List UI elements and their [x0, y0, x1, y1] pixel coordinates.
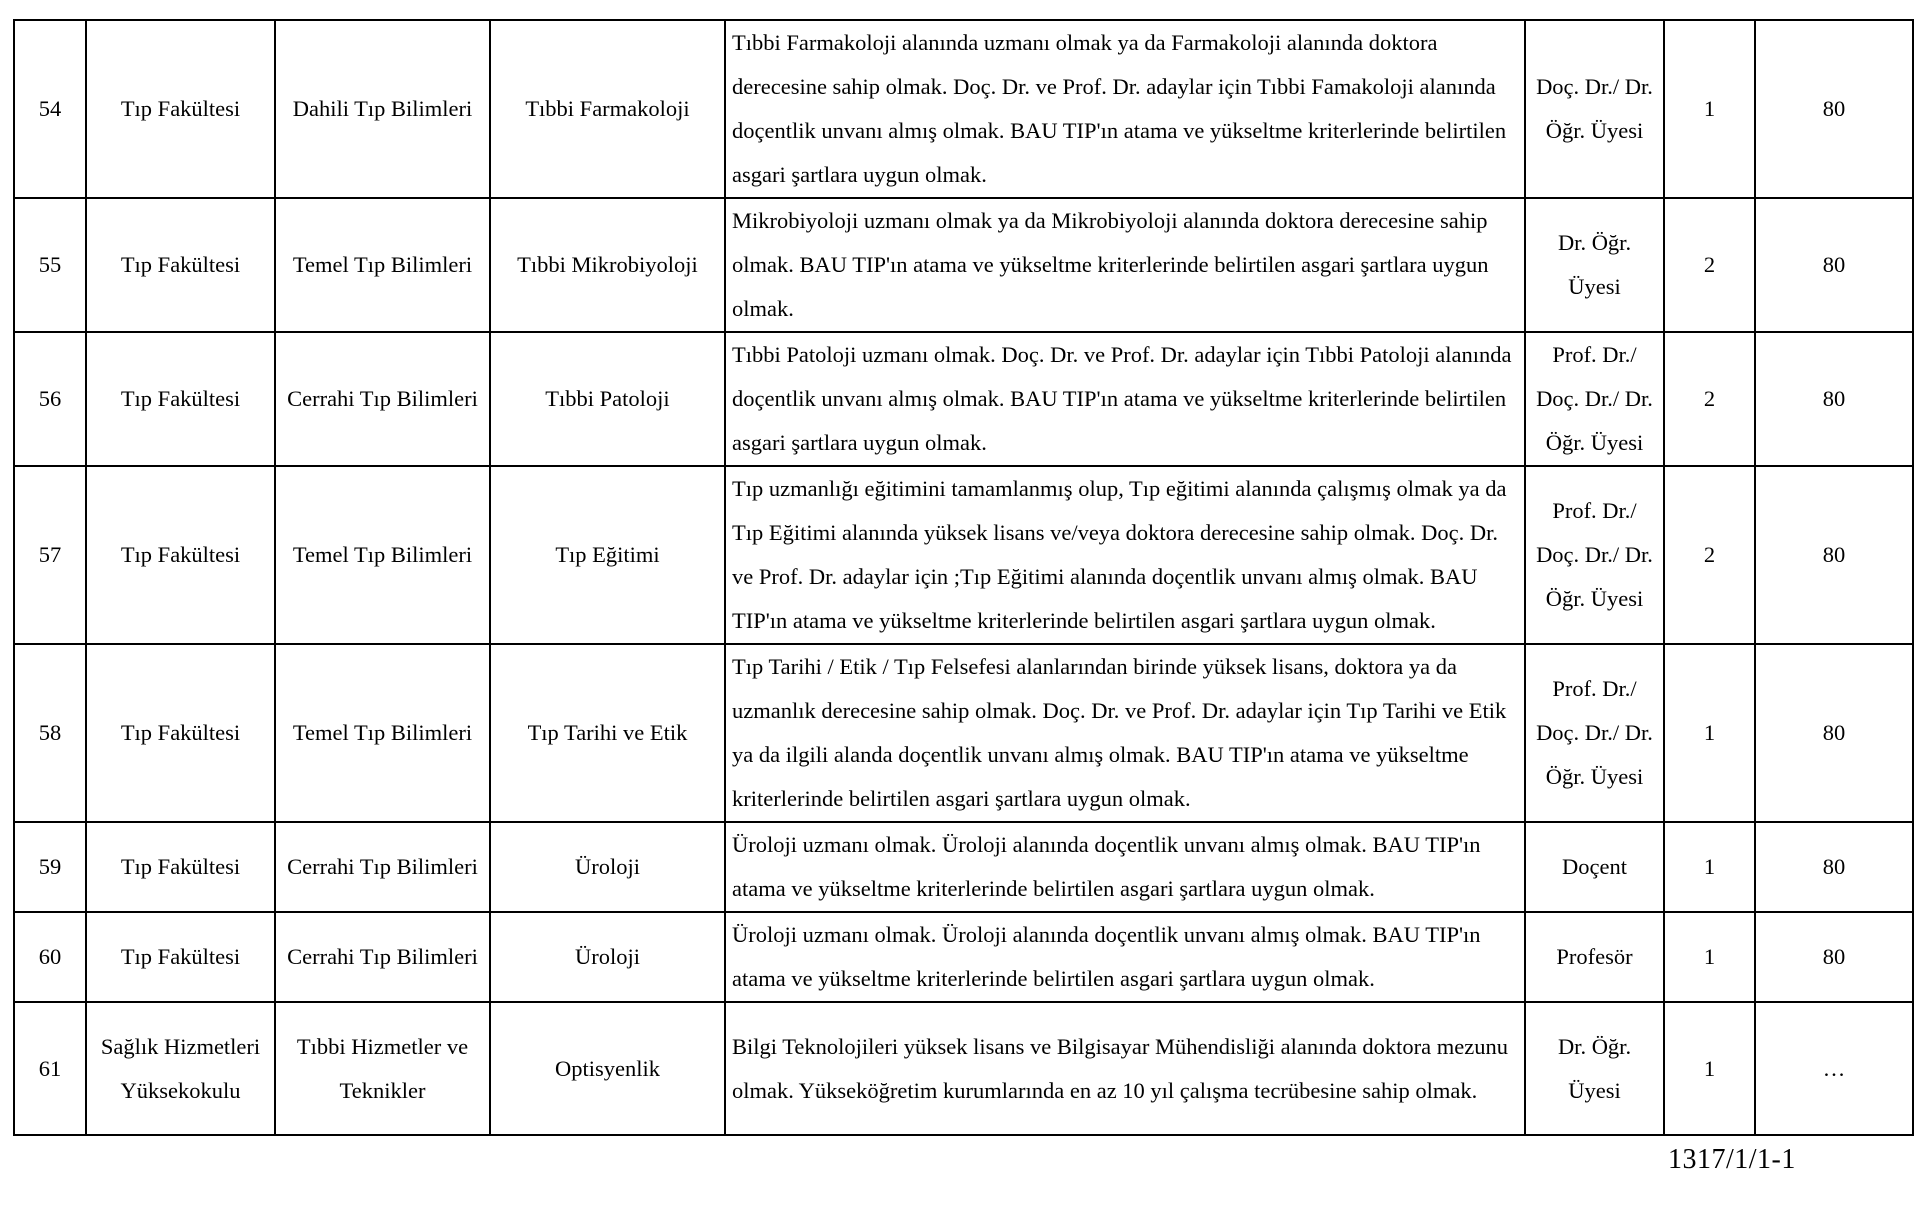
cell-score: 80 [1755, 332, 1913, 466]
cell-faculty: Tıp Fakültesi [86, 198, 275, 332]
table-row [14, 822, 1913, 912]
cell-field: Optisyenlik [490, 1002, 725, 1135]
table-body [14, 20, 1913, 1135]
cell-requirements: Tıp uzmanlığı eğitimini tamamlanmış olup, Tıp eğitimi alanında çalışmış olmak ya da Tıp Eğitimi alanında yüksek lisans ve/veya doktora derecesine sahip olmak. Doç. Dr. ve Prof. Dr. adaylar için ;Tıp Eğitimi alanında doçentlik unvanı almış olmak. BAU TIP'ın atama ve yükseltme kriterlerinde belirtilen asgari şartlara uygun olmak. [725, 466, 1525, 644]
table-row [14, 332, 1913, 466]
cell-faculty: Tıp Fakültesi [86, 912, 275, 1002]
cell-field: Üroloji [490, 912, 725, 1002]
cell-score: 80 [1755, 644, 1913, 822]
cell-count: 2 [1664, 466, 1755, 644]
cell-count: 1 [1664, 912, 1755, 1002]
cell-field: Tıp Eğitimi [490, 466, 725, 644]
cell-title: Doçent [1525, 822, 1664, 912]
cell-field: Tıbbi Mikrobiyoloji [490, 198, 725, 332]
cell-no: 54 [14, 20, 86, 198]
cell-score: 80 [1755, 822, 1913, 912]
cell-faculty: Tıp Fakültesi [86, 644, 275, 822]
cell-count: 2 [1664, 198, 1755, 332]
table-row [14, 644, 1913, 822]
cell-title: Doç. Dr./ Dr. Öğr. Üyesi [1525, 20, 1664, 198]
cell-requirements: Üroloji uzmanı olmak. Üroloji alanında doçentlik unvanı almış olmak. BAU TIP'ın atama ve yükseltme kriterlerinde belirtilen asgari şartlara uygun olmak. [725, 822, 1525, 912]
cell-requirements: Tıbbi Patoloji uzmanı olmak. Doç. Dr. ve Prof. Dr. adaylar için Tıbbi Patoloji alanında doçentlik unvanı almış olmak. BAU TIP'ın atama ve yükseltme kriterlerinde belirtilen asgari şartlara uygun olmak. [725, 332, 1525, 466]
cell-count: 1 [1664, 822, 1755, 912]
cell-score: 80 [1755, 466, 1913, 644]
cell-department: Tıbbi Hizmetler ve Teknikler [275, 1002, 490, 1135]
cell-title: Prof. Dr./ Doç. Dr./ Dr. Öğr. Üyesi [1525, 466, 1664, 644]
cell-no: 59 [14, 822, 86, 912]
cell-no: 60 [14, 912, 86, 1002]
cell-requirements: Mikrobiyoloji uzmanı olmak ya da Mikrobiyoloji alanında doktora derecesine sahip olmak. BAU TIP'ın atama ve yükseltme kriterlerinde belirtilen asgari şartlara uygun olmak. [725, 198, 1525, 332]
cell-department: Cerrahi Tıp Bilimleri [275, 332, 490, 466]
cell-no: 56 [14, 332, 86, 466]
cell-department: Cerrahi Tıp Bilimleri [275, 912, 490, 1002]
table-row [14, 198, 1913, 332]
cell-title: Prof. Dr./ Doç. Dr./ Dr. Öğr. Üyesi [1525, 332, 1664, 466]
cell-field: Tıbbi Patoloji [490, 332, 725, 466]
cell-no: 61 [14, 1002, 86, 1135]
cell-department: Cerrahi Tıp Bilimleri [275, 822, 490, 912]
cell-no: 57 [14, 466, 86, 644]
cell-faculty: Tıp Fakültesi [86, 822, 275, 912]
cell-faculty: Tıp Fakültesi [86, 466, 275, 644]
cell-no: 55 [14, 198, 86, 332]
cell-department: Temel Tıp Bilimleri [275, 644, 490, 822]
cell-department: Temel Tıp Bilimleri [275, 198, 490, 332]
cell-count: 1 [1664, 1002, 1755, 1135]
cell-requirements: Tıbbi Farmakoloji alanında uzmanı olmak ya da Farmakoloji alanında doktora derecesine sahip olmak. Doç. Dr. ve Prof. Dr. adaylar için Tıbbi Famakoloji alanında doçentlik unvanı almış olmak. BAU TIP'ın atama ve yükseltme kriterlerinde belirtilen asgari şartlara uygun olmak. [725, 20, 1525, 198]
cell-title: Profesör [1525, 912, 1664, 1002]
cell-count: 2 [1664, 332, 1755, 466]
cell-no: 58 [14, 644, 86, 822]
document-reference-code: 1317/1/1-1 [1668, 1144, 1796, 1175]
cell-requirements: Tıp Tarihi / Etik / Tıp Felsefesi alanlarından birinde yüksek lisans, doktora ya da uzmanlık derecesine sahip olmak. Doç. Dr. ve Prof. Dr. adaylar için Tıp Tarihi ve Etik ya da ilgili alanda doçentlik unvanı almış olmak. BAU TIP'ın atama ve yükseltme kriterlerinde belirtilen asgari şartlara uygun olmak. [725, 644, 1525, 822]
cell-score: … [1755, 1002, 1913, 1135]
positions-table [13, 19, 1914, 1136]
cell-field: Tıbbi Farmakoloji [490, 20, 725, 198]
cell-faculty: Tıp Fakültesi [86, 332, 275, 466]
table-row [14, 912, 1913, 1002]
cell-score: 80 [1755, 198, 1913, 332]
cell-title: Prof. Dr./ Doç. Dr./ Dr. Öğr. Üyesi [1525, 644, 1664, 822]
cell-requirements: Bilgi Teknolojileri yüksek lisans ve Bilgisayar Mühendisliği alanında doktora mezunu olmak. Yükseköğretim kurumlarında en az 10 yıl çalışma tecrübesine sahip olmak. [725, 1002, 1525, 1135]
cell-requirements: Üroloji uzmanı olmak. Üroloji alanında doçentlik unvanı almış olmak. BAU TIP'ın atama ve yükseltme kriterlerinde belirtilen asgari şartlara uygun olmak. [725, 912, 1525, 1002]
cell-title: Dr. Öğr. Üyesi [1525, 1002, 1664, 1135]
cell-count: 1 [1664, 20, 1755, 198]
cell-score: 80 [1755, 20, 1913, 198]
table-row [14, 20, 1913, 198]
table-row [14, 466, 1913, 644]
cell-field: Tıp Tarihi ve Etik [490, 644, 725, 822]
cell-title: Dr. Öğr. Üyesi [1525, 198, 1664, 332]
cell-faculty: Sağlık Hizmetleri Yüksekokulu [86, 1002, 275, 1135]
cell-score: 80 [1755, 912, 1913, 1002]
table-row [14, 1002, 1913, 1135]
cell-department: Dahili Tıp Bilimleri [275, 20, 490, 198]
cell-count: 1 [1664, 644, 1755, 822]
cell-field: Üroloji [490, 822, 725, 912]
cell-faculty: Tıp Fakültesi [86, 20, 275, 198]
cell-department: Temel Tıp Bilimleri [275, 466, 490, 644]
